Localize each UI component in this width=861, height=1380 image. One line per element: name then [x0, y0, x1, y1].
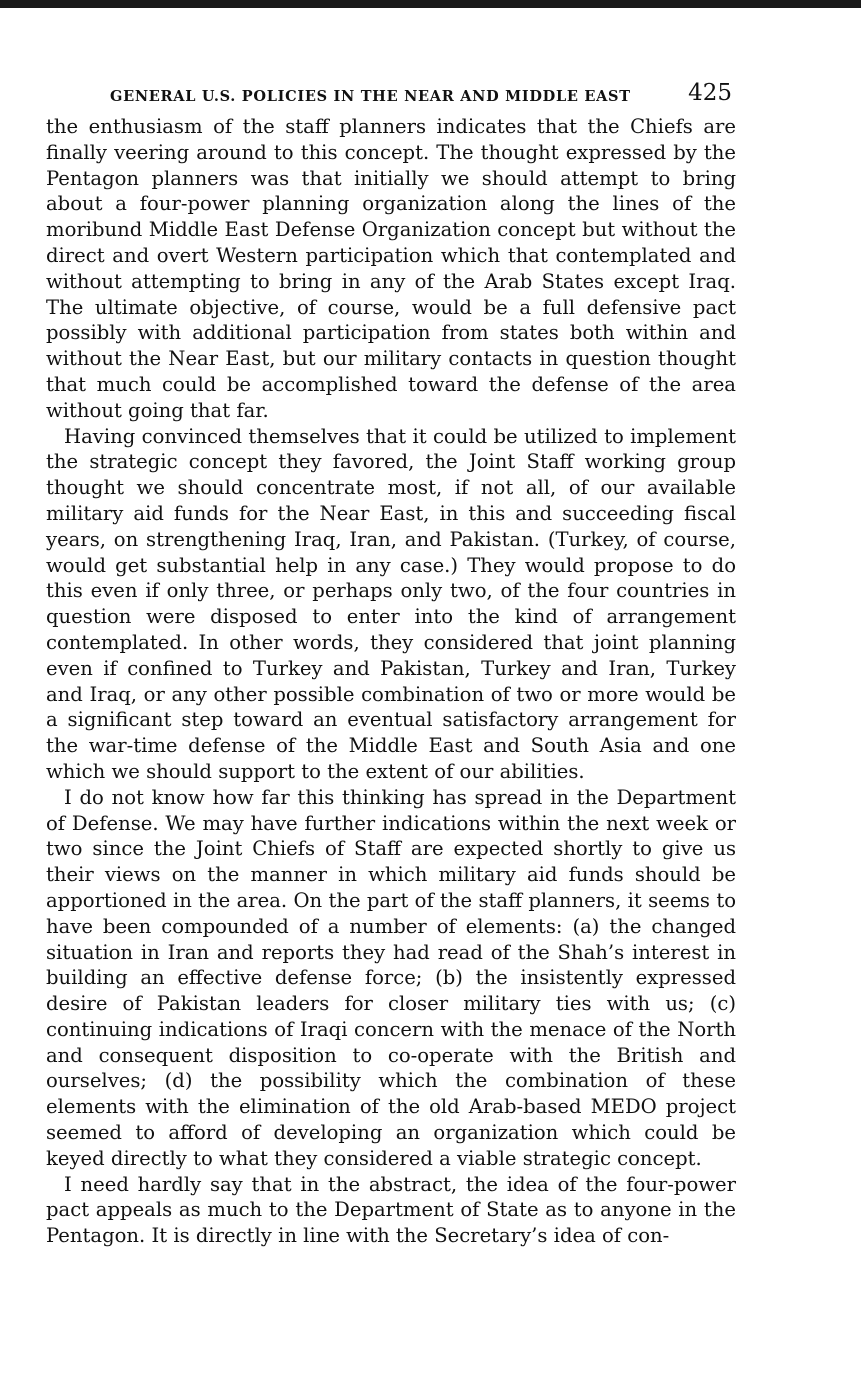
running-title: GENERAL U.S. POLICIES IN THE NEAR AND MIDDLE EAST: [110, 88, 631, 105]
body-text: [46, 114, 736, 1249]
paragraph-continued: the enthusiasm of the staff planners indicates that the Chiefs are finally veering around to this concept. The thought expressed by the Pentagon planners was that initially we should attempt to bring about a four-power planning organization along the lines of the moribund Middle East Defense Organization concept but without the direct and overt Western participation which that contemplated and without attempting to bring in any of the Arab States except Iraq. The ultimate objective, of course, would be a full defensive pact possibly with additional participation from states both within and without the Near East, but our military contacts in question thought that much could be accomplished toward the defense of the area without going that far.: [46, 115, 736, 422]
paragraph: Having convinced themselves that it could be utilized to implement the strategic concept they favored, the Joint Staff working group thought we should concentrate most, if not all, of our available military aid funds for the Near East, in this and succeeding fiscal years, on strengthening Iraq, Iran, and Pakistan. (Turkey, of course, would get substantial help in any case.) They would propose to do this even if only three, or perhaps only two, of the four countries in question were disposed to enter into the kind of arrangement contemplated. In other words, they considered that joint planning even if confined to Turkey and Pakistan, Turkey and Iran, Turkey and Iraq, or any other possible combination of two or more would be a significant step toward an eventual satisfactory arrangement for the war-time defense of the Middle East and South Asia and one which we should support to the extent of our abilities.: [46, 424, 736, 783]
page-number: 425: [688, 80, 732, 106]
paragraph: I need hardly say that in the abstract, the idea of the four-power pact appeals as much to the Department of State as to anyone in the Pentagon. It is directly in line with the Secretary’s idea of con-: [46, 1172, 736, 1248]
paragraph: I do not know how far this thinking has spread in the Department of Defense. We may have further indications within the next week or two since the Joint Chiefs of Staff are expected shortly to give us their views on the manner in which military aid funds should be apportioned in the area. On the part of the staff planners, it seems to have been compounded of a number of elements: (a) the changed situation in Iran and reports they had read of the Shah’s interest in building an effective defense force; (b) the insistently expressed desire of Pakistan leaders for closer military ties with us; (c) continuing indications of Iraqi concern with the menace of the North and consequent disposition to co-operate with the British and ourselves; (d) the possibility which the combination of these elements with the elimination of the old Arab-based MEDO project seemed to afford of developing an organization which could be keyed directly to what they considered a viable strategic concept.: [46, 785, 736, 1170]
running-header: [46, 80, 736, 110]
page-top-edge: [0, 0, 861, 8]
document-page: [46, 80, 736, 1249]
